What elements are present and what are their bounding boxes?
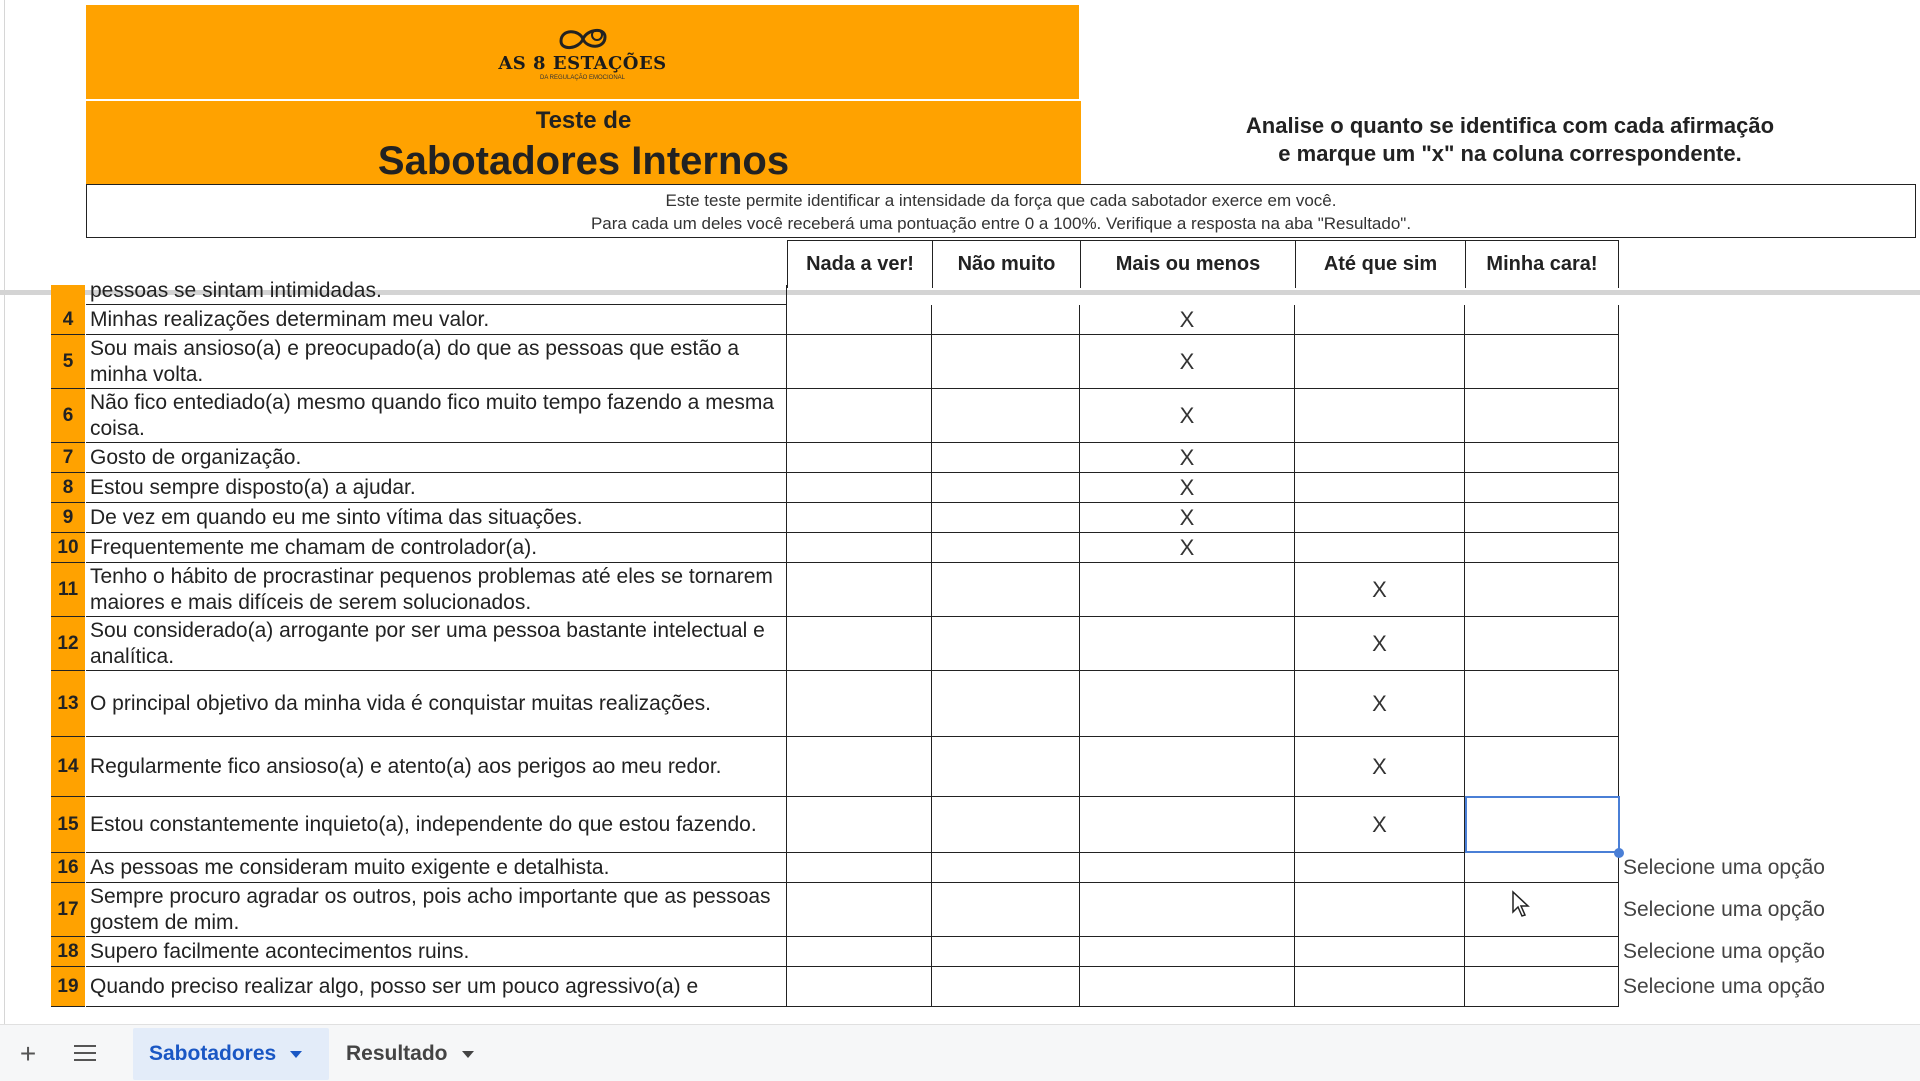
answer-cell[interactable] — [1080, 617, 1295, 671]
instruction-line-1: Analise o quanto se identifica com cada afirmação — [1245, 113, 1775, 138]
answer-cell[interactable] — [1295, 473, 1465, 503]
answer-cell[interactable] — [1295, 883, 1465, 937]
table-row — [0, 853, 1920, 883]
answer-cell[interactable] — [1465, 533, 1619, 563]
answer-cell[interactable] — [1295, 503, 1465, 533]
answer-cell[interactable] — [932, 335, 1080, 389]
instruction-line-2: e marque um "x" na coluna correspondente. — [1278, 141, 1742, 166]
table-row — [0, 533, 1920, 563]
answer-cell[interactable] — [787, 671, 932, 737]
question-text[interactable]: Sou mais ansioso(a) e preocupado(a) do que as pessoas que estão a minha volta. — [86, 335, 787, 389]
question-text[interactable]: Quando preciso realizar algo, posso ser um pouco agressivo(a) e — [86, 967, 787, 1007]
fill-handle[interactable] — [1614, 848, 1624, 858]
table-row — [0, 737, 1920, 797]
table-row — [0, 671, 1920, 737]
answer-cell[interactable] — [1295, 389, 1465, 443]
answer-cell[interactable]: X — [1080, 305, 1295, 335]
answer-cell[interactable] — [787, 305, 932, 335]
table-row-partial — [0, 279, 1920, 305]
row-number[interactable]: 13 — [51, 671, 85, 737]
answer-cell[interactable] — [1295, 533, 1465, 563]
answer-cell[interactable] — [1080, 853, 1295, 883]
row-number[interactable]: 8 — [51, 473, 85, 503]
answer-cell[interactable] — [932, 853, 1080, 883]
row-number[interactable]: 7 — [51, 443, 85, 473]
row-number[interactable]: 15 — [51, 797, 85, 853]
column-header-ate-que-sim[interactable]: Até que sim — [1295, 240, 1465, 288]
row-number[interactable]: 11 — [51, 563, 85, 617]
title-small: Teste de — [535, 107, 632, 134]
table-row — [0, 937, 1920, 967]
answer-cell[interactable] — [1465, 671, 1619, 737]
table-row — [0, 617, 1920, 671]
answer-cell[interactable]: X — [1080, 533, 1295, 563]
answer-cell[interactable] — [1080, 671, 1295, 737]
answer-cell[interactable] — [1295, 335, 1465, 389]
answer-cell[interactable] — [932, 533, 1080, 563]
answer-cell[interactable] — [787, 797, 932, 853]
questions-table — [0, 279, 1920, 1005]
answer-cell[interactable] — [1465, 853, 1619, 883]
answer-cell[interactable] — [1295, 853, 1465, 883]
table-row — [0, 797, 1920, 853]
mouse-cursor-icon — [1511, 890, 1531, 918]
page-title: Sabotadores Internos — [377, 139, 790, 183]
answer-cell[interactable] — [932, 967, 1080, 1007]
question-text[interactable]: Não fico entediado(a) mesmo quando fico muito tempo fazendo a mesma coisa. — [86, 389, 787, 443]
logo-icon — [551, 23, 615, 55]
answer-cell[interactable] — [932, 503, 1080, 533]
answer-cell[interactable] — [1080, 797, 1295, 853]
answer-cell[interactable] — [1465, 473, 1619, 503]
answer-cell[interactable] — [1465, 737, 1619, 797]
logo-name: AS 8 ESTAÇÕES — [498, 53, 667, 74]
answer-cell[interactable] — [1465, 389, 1619, 443]
answer-cell[interactable]: X — [1080, 389, 1295, 443]
answer-cell[interactable] — [1080, 883, 1295, 937]
answer-cell[interactable] — [1465, 335, 1619, 389]
tab-label: Resultado — [346, 1042, 448, 1065]
answer-cell[interactable] — [1295, 967, 1465, 1007]
answer-cell[interactable]: X — [1080, 335, 1295, 389]
question-text[interactable]: Estou sempre disposto(a) a ajudar. — [86, 473, 787, 503]
answer-cell[interactable] — [1295, 443, 1465, 473]
answer-cell[interactable]: X — [1295, 671, 1465, 737]
answer-cell[interactable] — [787, 737, 932, 797]
table-row — [0, 335, 1920, 389]
row-number[interactable]: 5 — [51, 335, 85, 389]
instruction-text[interactable] — [1110, 112, 1910, 168]
row-number[interactable]: 10 — [51, 533, 85, 563]
answer-cell[interactable] — [787, 967, 932, 1007]
row-number[interactable]: 18 — [51, 937, 85, 967]
answer-cell[interactable] — [787, 563, 932, 617]
row-number[interactable] — [51, 285, 85, 305]
answer-cell[interactable] — [932, 473, 1080, 503]
answer-cell[interactable] — [1465, 937, 1619, 967]
answer-cell[interactable] — [932, 563, 1080, 617]
answer-cell[interactable]: X — [1295, 563, 1465, 617]
column-header-minha-cara[interactable]: Minha cara! — [1465, 240, 1619, 288]
chevron-down-icon[interactable] — [290, 1051, 302, 1058]
answer-cell[interactable] — [932, 797, 1080, 853]
question-text[interactable]: Minhas realizações determinam meu valor. — [86, 305, 787, 335]
question-text[interactable]: Supero facilmente acontecimentos ruins. — [86, 937, 787, 967]
intro-line-1: Este teste permite identificar a intensidade da força que cada sabotador exerce em você. — [665, 191, 1337, 210]
answer-cell[interactable] — [1465, 563, 1619, 617]
add-sheet-icon[interactable]: + — [19, 1038, 37, 1069]
table-row — [0, 305, 1920, 335]
sheet-tab-bar — [0, 1024, 1920, 1081]
select-option-dropdown[interactable]: Selecione uma opção — [1623, 940, 1825, 963]
question-text[interactable]: Estou constantemente inquieto(a), independente do que estou fazendo. — [86, 797, 787, 853]
answer-cell[interactable] — [932, 737, 1080, 797]
question-text[interactable]: Sou considerado(a) arrogante por ser uma pessoa bastante intelectual e analítica. — [86, 617, 787, 671]
select-option-dropdown[interactable]: Selecione uma opção — [1623, 975, 1825, 998]
tab-sabotadores[interactable] — [133, 1028, 329, 1080]
answer-cell[interactable] — [932, 443, 1080, 473]
question-text[interactable]: De vez em quando eu me sinto vítima das situações. — [86, 503, 787, 533]
intro-line-2: Para cada um deles você receberá uma pontuação entre 0 a 100%. Verifique a resposta na aba "Resultado". — [590, 214, 1412, 233]
question-text[interactable]: As pessoas me consideram muito exigente e detalhista. — [86, 853, 787, 883]
table-row — [0, 883, 1920, 937]
answer-cell[interactable] — [1080, 563, 1295, 617]
tab-resultado[interactable] — [330, 1028, 490, 1080]
logo-subtitle: DA REGULAÇÃO EMOCIONAL — [539, 75, 626, 81]
column-header-mais-ou-menos[interactable]: Mais ou menos — [1080, 240, 1295, 288]
answer-cell[interactable] — [932, 389, 1080, 443]
answer-cell[interactable] — [1295, 305, 1465, 335]
row-number[interactable]: 14 — [51, 737, 85, 797]
answer-cell[interactable]: X — [1295, 797, 1465, 853]
question-text[interactable]: Sempre procuro agradar os outros, pois acho importante que as pessoas gostem de mim. — [86, 883, 787, 937]
answer-cell[interactable] — [1465, 305, 1619, 335]
answer-cell[interactable] — [787, 853, 932, 883]
row-number[interactable]: 6 — [51, 389, 85, 443]
logo-banner[interactable] — [86, 5, 1079, 99]
answer-cell[interactable]: X — [1295, 617, 1465, 671]
answer-cell[interactable]: X — [1080, 503, 1295, 533]
question-text[interactable]: pessoas se sintam intimidadas. — [86, 285, 787, 305]
select-option-dropdown[interactable]: Selecione uma opção — [1623, 856, 1825, 879]
answer-cell[interactable] — [787, 335, 932, 389]
row-number[interactable]: 19 — [51, 967, 85, 1007]
title-banner[interactable] — [86, 101, 1081, 184]
answer-cell[interactable] — [1465, 967, 1619, 1007]
tab-label: Sabotadores — [149, 1042, 277, 1065]
answer-cell[interactable] — [787, 473, 932, 503]
answer-cell[interactable]: X — [1080, 443, 1295, 473]
table-row — [0, 563, 1920, 617]
table-row — [0, 473, 1920, 503]
answer-cell[interactable] — [1080, 967, 1295, 1007]
question-text[interactable]: Tenho o hábito de procrastinar pequenos problemas até eles se tornarem maiores e mais difíceis de serem solucionados. — [86, 563, 787, 617]
chevron-down-icon[interactable] — [462, 1051, 474, 1058]
active-cell-selection[interactable] — [1465, 796, 1620, 853]
answer-cell[interactable] — [1295, 937, 1465, 967]
answer-cell[interactable] — [932, 883, 1080, 937]
select-option-dropdown[interactable]: Selecione uma opção — [1623, 898, 1825, 921]
answer-cell[interactable] — [787, 883, 932, 937]
question-text[interactable]: Regularmente fico ansioso(a) e atento(a) aos perigos ao meu redor. — [86, 737, 787, 797]
table-row — [0, 967, 1920, 1007]
table-row — [0, 389, 1920, 443]
table-row — [0, 503, 1920, 533]
row-number[interactable]: 4 — [51, 305, 85, 335]
intro-box[interactable] — [86, 184, 1916, 238]
row-number[interactable]: 17 — [51, 883, 85, 937]
answer-cell[interactable] — [787, 617, 932, 671]
all-sheets-icon[interactable] — [74, 1045, 96, 1066]
answer-cell[interactable] — [1465, 503, 1619, 533]
answer-cell[interactable] — [1080, 937, 1295, 967]
answer-cell[interactable]: X — [1295, 737, 1465, 797]
answer-cell[interactable] — [932, 617, 1080, 671]
answer-cell[interactable] — [787, 937, 932, 967]
answer-cell[interactable] — [787, 389, 932, 443]
answer-cell[interactable] — [787, 503, 932, 533]
row-number[interactable]: 9 — [51, 503, 85, 533]
answer-cell[interactable] — [932, 937, 1080, 967]
row-number[interactable]: 16 — [51, 853, 85, 883]
row-number[interactable]: 12 — [51, 617, 85, 671]
answer-cell[interactable] — [1465, 443, 1619, 473]
question-text[interactable]: Gosto de organização. — [86, 443, 787, 473]
question-text[interactable]: Frequentemente me chamam de controlador(a). — [86, 533, 787, 563]
answer-cell[interactable] — [932, 305, 1080, 335]
column-header-nao-muito[interactable]: Não muito — [932, 240, 1080, 288]
answer-cell[interactable] — [1465, 617, 1619, 671]
answer-cell[interactable] — [1465, 883, 1619, 937]
question-text[interactable]: O principal objetivo da minha vida é conquistar muitas realizações. — [86, 671, 787, 737]
column-header-nada-a-ver[interactable]: Nada a ver! — [787, 240, 932, 288]
answer-cell[interactable] — [932, 671, 1080, 737]
table-row — [0, 443, 1920, 473]
answer-cell[interactable] — [1080, 737, 1295, 797]
answer-cell[interactable] — [787, 533, 932, 563]
answer-cell[interactable]: X — [1080, 473, 1295, 503]
answer-cell[interactable] — [787, 443, 932, 473]
